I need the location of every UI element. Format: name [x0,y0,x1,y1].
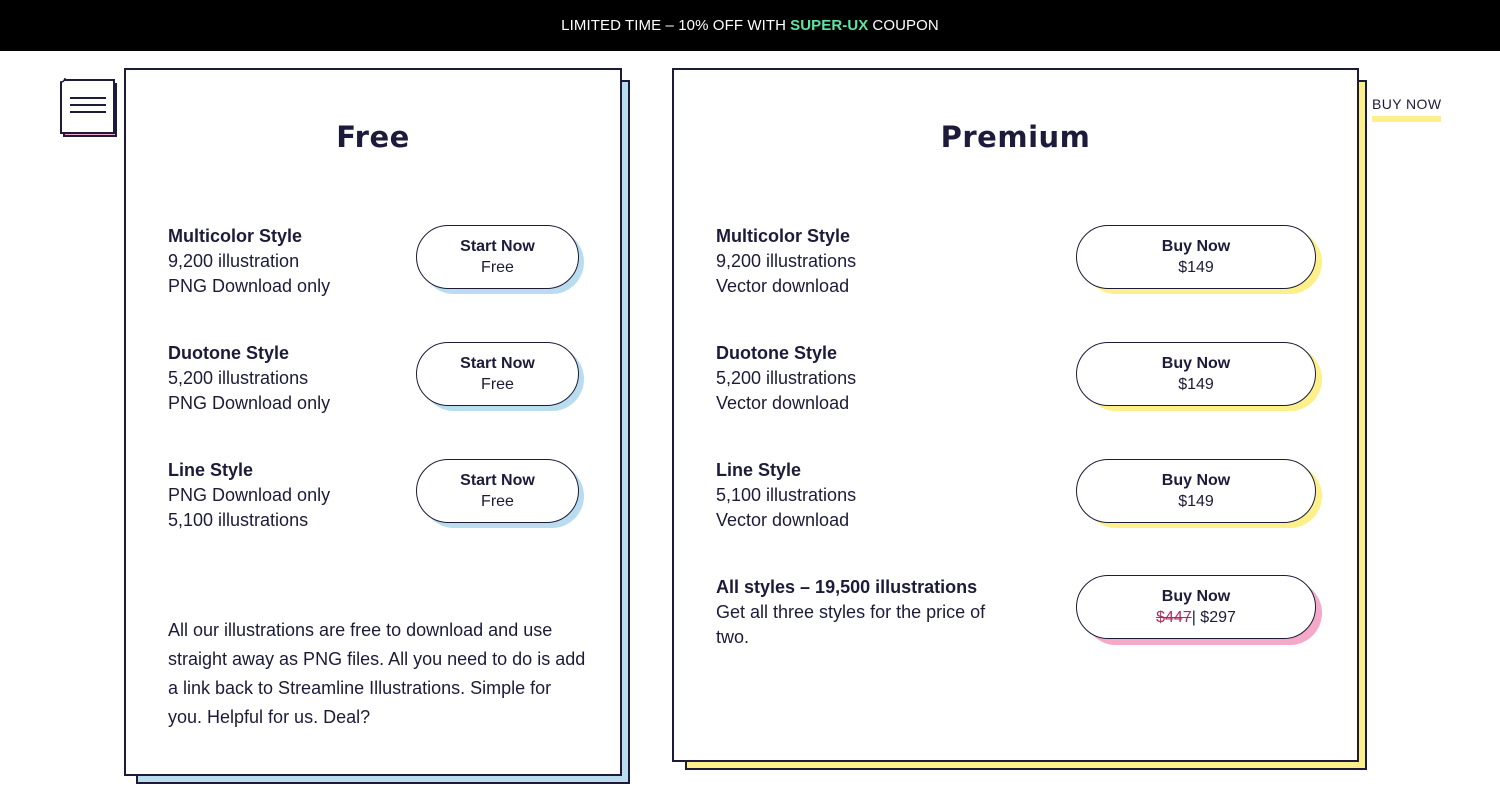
button-label: Buy Now [1161,588,1231,605]
bundle-price [1156,607,1236,628]
item-format: Vector download [716,510,850,530]
premium-bundle-all-styles [716,575,1036,650]
premium-item-duotone [716,341,856,416]
banner-prefix: LIMITED TIME – 10% OFF WITH [561,17,787,34]
button-price: $149 [1178,259,1214,276]
buy-now-multicolor-button[interactable] [1076,225,1316,289]
item-format: PNG Download only [168,393,331,413]
buy-now-duotone-button[interactable] [1076,342,1316,406]
item-count: 5,100 illustrations [716,485,857,505]
item-name: Line Style [168,460,254,480]
new-price: $297 [1200,609,1236,626]
promo-banner [0,0,1500,51]
premium-item-multicolor [716,224,856,299]
start-now-multicolor-button[interactable] [416,225,579,289]
button-label: Buy Now [1161,238,1231,255]
button-label: Start Now [460,238,535,255]
nav-buy-now-link[interactable]: BUY NOW [1372,96,1441,122]
free-item-line [168,458,330,533]
old-price: $447 [1156,609,1192,626]
item-format: PNG Download only [168,276,331,296]
item-format: Vector download [716,276,850,296]
item-name: Multicolor Style [168,226,303,246]
item-count: 5,200 illustrations [716,368,857,388]
premium-plan-card [672,68,1359,762]
start-now-line-button[interactable] [416,459,579,523]
item-format: Vector download [716,393,850,413]
premium-plan-title: Premium [940,120,1091,154]
free-license-note: All our illustrations are free to download and use straight away as PNG files. All you need to do is add a link back to Streamline Illustrations. Simple for you. Helpful for us. Deal? [168,620,586,727]
buy-now-line-button[interactable] [1076,459,1316,523]
free-item-multicolor [168,224,330,299]
bundle-description: Get all three styles for the price of [716,602,986,622]
bundle-name: All styles – 19,500 illustrations [716,577,978,597]
button-price: Free [481,376,514,393]
coupon-code: SUPER-UX [790,17,869,34]
button-label: Start Now [460,355,535,372]
bundle-description-end: two. [716,627,750,647]
item-count: 9,200 illustration [168,251,300,271]
button-price: $149 [1178,376,1214,393]
button-label: Buy Now [1161,472,1231,489]
item-count: 5,200 illustrations [168,368,309,388]
item-count: 9,200 illustrations [716,251,857,271]
button-label: Start Now [460,472,535,489]
price-separator: | [1191,609,1196,626]
buy-now-bundle-button[interactable] [1076,575,1316,639]
premium-item-line [716,458,856,533]
item-format: PNG Download only [168,485,331,505]
button-label: Buy Now [1161,355,1231,372]
item-name: Line Style [716,460,802,480]
banner-suffix: COUPON [872,17,939,34]
button-price: $149 [1178,493,1214,510]
free-plan-title: Free [336,120,410,154]
item-name: Duotone Style [716,343,838,363]
free-item-duotone [168,341,330,416]
button-price: Free [481,493,514,510]
start-now-duotone-button[interactable] [416,342,579,406]
free-plan-card [124,68,622,776]
button-price: Free [481,259,514,276]
item-name: Multicolor Style [716,226,851,246]
stacked-pages-menu-icon[interactable] [60,78,116,134]
item-name: Duotone Style [168,343,290,363]
item-count: 5,100 illustrations [168,510,309,530]
